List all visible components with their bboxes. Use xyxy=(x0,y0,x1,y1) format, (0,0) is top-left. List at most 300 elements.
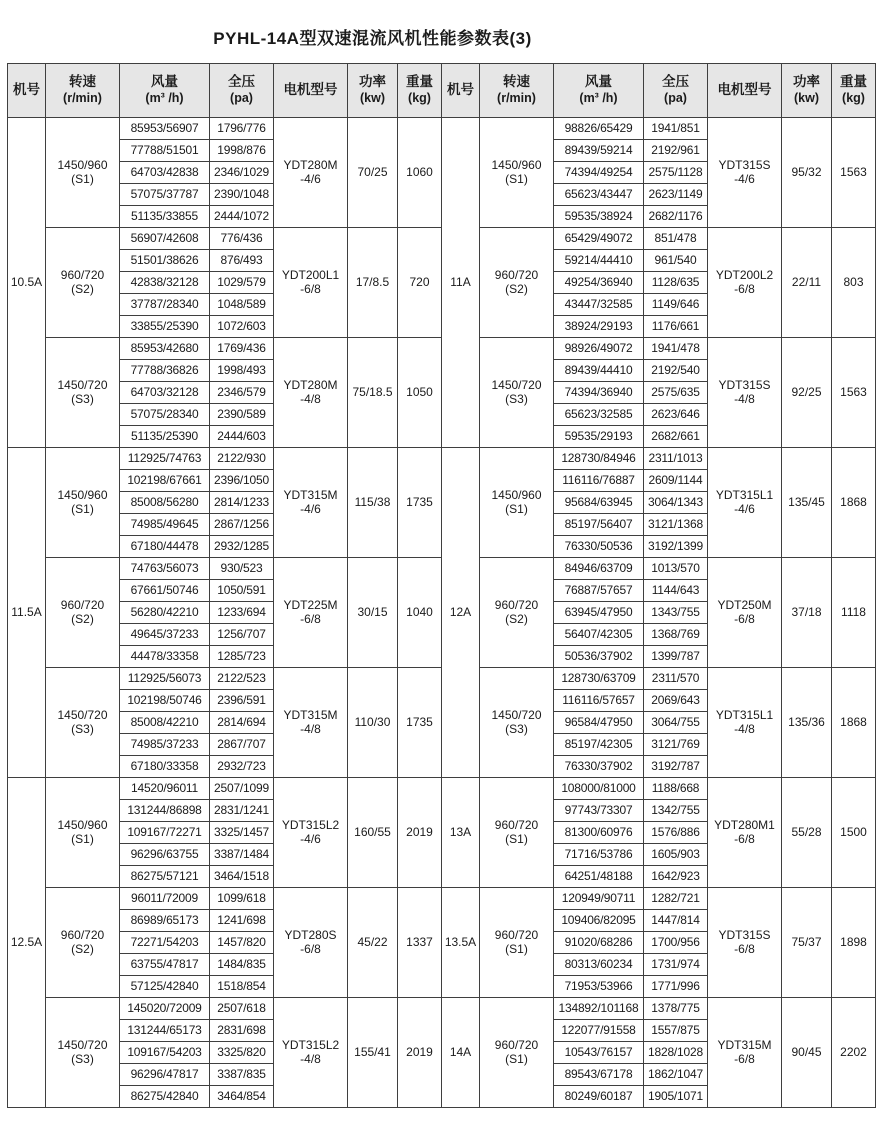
flow-cell: 49254/36940 xyxy=(554,272,644,294)
motor-cell-line1: YDT315S xyxy=(718,157,771,172)
motor-cell-line1: YDT200L1 xyxy=(281,267,340,282)
power-cell: 70/25 xyxy=(348,118,398,228)
speed-cell xyxy=(480,888,554,998)
flow-cell: 85008/42210 xyxy=(120,712,210,734)
flow-cell: 56407/42305 xyxy=(554,624,644,646)
motor-cell xyxy=(274,558,348,668)
header-label: 风量 xyxy=(585,74,612,90)
table-row xyxy=(8,998,876,1020)
machine-id-cell: 11A xyxy=(442,118,480,448)
pressure-cell: 1771/996 xyxy=(644,976,708,998)
pressure-cell: 1128/635 xyxy=(644,272,708,294)
flow-cell: 49645/37233 xyxy=(120,624,210,646)
motor-cell-line1: YDT315L1 xyxy=(715,487,774,502)
pressure-cell: 2575/635 xyxy=(644,382,708,404)
pressure-cell: 2814/1233 xyxy=(210,492,274,514)
header-label: 功率 xyxy=(359,74,386,90)
flow-cell: 65429/49072 xyxy=(554,228,644,250)
pressure-cell: 1149/646 xyxy=(644,294,708,316)
pressure-cell: 1862/1047 xyxy=(644,1064,708,1086)
flow-cell: 51135/25390 xyxy=(120,426,210,448)
flow-cell: 59214/44410 xyxy=(554,250,644,272)
speed-cell-line2: (S1) xyxy=(505,941,528,956)
speed-cell-line1: 960/720 xyxy=(60,597,105,612)
flow-cell: 81300/60976 xyxy=(554,822,644,844)
pressure-cell: 1998/876 xyxy=(210,140,274,162)
speed-cell xyxy=(46,778,120,888)
pressure-cell: 1241/698 xyxy=(210,910,274,932)
speed-cell-line1: 960/720 xyxy=(494,267,539,282)
speed-cell-line1: 1450/720 xyxy=(57,377,108,392)
motor-cell-line1: YDT200L2 xyxy=(715,267,774,282)
speed-cell xyxy=(46,228,120,338)
flow-cell: 43447/32585 xyxy=(554,294,644,316)
pressure-cell: 1282/721 xyxy=(644,888,708,910)
weight-cell: 720 xyxy=(398,228,442,338)
pressure-cell: 2682/661 xyxy=(644,426,708,448)
flow-cell: 57075/37787 xyxy=(120,184,210,206)
flow-cell: 128730/63709 xyxy=(554,668,644,690)
flow-cell: 67180/44478 xyxy=(120,536,210,558)
speed-cell xyxy=(46,338,120,448)
flow-cell: 80249/60187 xyxy=(554,1086,644,1108)
flow-cell: 109167/72271 xyxy=(120,822,210,844)
speed-cell-line2: (S1) xyxy=(505,501,528,516)
speed-cell xyxy=(46,668,120,778)
motor-cell-line2: -4/8 xyxy=(734,721,755,736)
weight-cell: 1898 xyxy=(832,888,876,998)
motor-cell xyxy=(708,998,782,1108)
power-cell: 17/8.5 xyxy=(348,228,398,338)
flow-cell: 85953/42680 xyxy=(120,338,210,360)
pressure-cell: 2623/646 xyxy=(644,404,708,426)
flow-cell: 98926/49072 xyxy=(554,338,644,360)
pressure-cell: 1188/668 xyxy=(644,778,708,800)
pressure-cell: 2507/618 xyxy=(210,998,274,1020)
flow-cell: 97743/73307 xyxy=(554,800,644,822)
motor-cell-line2: -4/6 xyxy=(734,501,755,516)
speed-cell xyxy=(46,118,120,228)
flow-cell: 42838/32128 xyxy=(120,272,210,294)
flow-cell: 33855/25390 xyxy=(120,316,210,338)
header-weight xyxy=(398,64,442,118)
speed-cell xyxy=(480,778,554,888)
pressure-cell: 1576/886 xyxy=(644,822,708,844)
table-row xyxy=(8,448,876,470)
weight-cell: 1060 xyxy=(398,118,442,228)
motor-cell xyxy=(274,228,348,338)
pressure-cell: 1769/436 xyxy=(210,338,274,360)
header-label: 机号 xyxy=(447,82,474,98)
pressure-cell: 1072/603 xyxy=(210,316,274,338)
pressure-cell: 1605/903 xyxy=(644,844,708,866)
header-power xyxy=(782,64,832,118)
pressure-cell: 2575/1128 xyxy=(644,162,708,184)
header-unit: (kg) xyxy=(408,91,431,106)
pressure-cell: 1642/923 xyxy=(644,866,708,888)
flow-cell: 96011/72009 xyxy=(120,888,210,910)
speed-cell-line2: (S3) xyxy=(505,721,528,736)
speed-cell-line1: 960/720 xyxy=(494,817,539,832)
flow-cell: 116116/76887 xyxy=(554,470,644,492)
power-cell: 37/18 xyxy=(782,558,832,668)
flow-cell: 67180/33358 xyxy=(120,756,210,778)
pressure-cell: 1176/661 xyxy=(644,316,708,338)
flow-cell: 59535/38924 xyxy=(554,206,644,228)
weight-cell: 1337 xyxy=(398,888,442,998)
pressure-cell: 1700/956 xyxy=(644,932,708,954)
power-cell: 75/18.5 xyxy=(348,338,398,448)
flow-cell: 96584/47950 xyxy=(554,712,644,734)
flow-cell: 95684/63945 xyxy=(554,492,644,514)
motor-cell-line1: YDT225M xyxy=(283,597,338,612)
power-cell: 95/32 xyxy=(782,118,832,228)
header-motor xyxy=(274,64,348,118)
motor-cell-line1: YDT315L1 xyxy=(715,707,774,722)
speed-cell xyxy=(480,668,554,778)
header-machine xyxy=(8,64,46,118)
pressure-cell: 1557/875 xyxy=(644,1020,708,1042)
speed-cell-line2: (S2) xyxy=(71,941,94,956)
power-cell: 90/45 xyxy=(782,998,832,1108)
flow-cell: 131244/86898 xyxy=(120,800,210,822)
flow-cell: 108000/81000 xyxy=(554,778,644,800)
flow-cell: 96296/63755 xyxy=(120,844,210,866)
speed-cell-line2: (S2) xyxy=(505,281,528,296)
motor-cell-line1: YDT315L2 xyxy=(281,817,340,832)
speed-cell-line2: (S2) xyxy=(71,281,94,296)
pressure-cell: 1457/820 xyxy=(210,932,274,954)
speed-cell xyxy=(480,228,554,338)
flow-cell: 74985/37233 xyxy=(120,734,210,756)
pressure-cell: 1518/854 xyxy=(210,976,274,998)
pressure-cell: 3192/787 xyxy=(644,756,708,778)
page-title: PYHL-14A型双速混流风机性能参数表(3) xyxy=(213,29,532,48)
flow-cell: 64703/32128 xyxy=(120,382,210,404)
pressure-cell: 1828/1028 xyxy=(644,1042,708,1064)
pressure-cell: 2396/1050 xyxy=(210,470,274,492)
flow-cell: 57075/28340 xyxy=(120,404,210,426)
power-cell: 45/22 xyxy=(348,888,398,998)
flow-cell: 85008/56280 xyxy=(120,492,210,514)
flow-cell: 112925/56073 xyxy=(120,668,210,690)
table-row xyxy=(8,118,876,140)
header-label: 全压 xyxy=(662,74,689,90)
pressure-cell: 2346/579 xyxy=(210,382,274,404)
flow-cell: 67661/50746 xyxy=(120,580,210,602)
pressure-cell: 776/436 xyxy=(210,228,274,250)
flow-cell: 89439/59214 xyxy=(554,140,644,162)
motor-cell xyxy=(708,778,782,888)
motor-cell-line2: -6/8 xyxy=(734,1051,755,1066)
pressure-cell: 2609/1144 xyxy=(644,470,708,492)
speed-cell xyxy=(480,998,554,1108)
pressure-cell: 1029/579 xyxy=(210,272,274,294)
flow-cell: 50536/37902 xyxy=(554,646,644,668)
speed-cell xyxy=(480,118,554,228)
flow-cell: 57125/42840 xyxy=(120,976,210,998)
table-row xyxy=(8,888,876,910)
pressure-cell: 1048/589 xyxy=(210,294,274,316)
pressure-cell: 2682/1176 xyxy=(644,206,708,228)
motor-cell-line2: -4/6 xyxy=(300,171,321,186)
flow-cell: 80313/60234 xyxy=(554,954,644,976)
pressure-cell: 2814/694 xyxy=(210,712,274,734)
machine-id-cell: 13.5A xyxy=(442,888,480,998)
spec-table-head xyxy=(8,64,876,118)
pressure-cell: 3325/820 xyxy=(210,1042,274,1064)
speed-cell-line1: 960/720 xyxy=(494,1037,539,1052)
motor-cell xyxy=(274,888,348,998)
pressure-cell: 3064/755 xyxy=(644,712,708,734)
power-cell: 135/45 xyxy=(782,448,832,558)
flow-cell: 102198/67661 xyxy=(120,470,210,492)
header-unit: (r/min) xyxy=(63,91,102,106)
motor-cell xyxy=(708,338,782,448)
header-power xyxy=(348,64,398,118)
speed-cell-line1: 1450/720 xyxy=(491,377,542,392)
flow-cell: 102198/50746 xyxy=(120,690,210,712)
weight-cell: 1563 xyxy=(832,338,876,448)
speed-cell xyxy=(480,558,554,668)
pressure-cell: 1941/851 xyxy=(644,118,708,140)
power-cell: 22/11 xyxy=(782,228,832,338)
flow-cell: 74394/49254 xyxy=(554,162,644,184)
speed-cell-line1: 1450/720 xyxy=(491,707,542,722)
flow-cell: 98826/65429 xyxy=(554,118,644,140)
pressure-cell: 1905/1071 xyxy=(644,1086,708,1108)
pressure-cell: 2192/961 xyxy=(644,140,708,162)
speed-cell-line1: 1450/960 xyxy=(491,487,542,502)
speed-cell-line2: (S1) xyxy=(71,501,94,516)
motor-cell xyxy=(274,998,348,1108)
weight-cell: 1563 xyxy=(832,118,876,228)
flow-cell: 145020/72009 xyxy=(120,998,210,1020)
speed-cell-line2: (S1) xyxy=(505,831,528,846)
motor-cell xyxy=(274,448,348,558)
flow-cell: 85197/42305 xyxy=(554,734,644,756)
header-pressure xyxy=(210,64,274,118)
header-label: 转速 xyxy=(503,74,530,90)
header-label: 重量 xyxy=(406,74,433,90)
motor-cell xyxy=(274,778,348,888)
pressure-cell: 2346/1029 xyxy=(210,162,274,184)
pressure-cell: 3387/1484 xyxy=(210,844,274,866)
machine-id-cell: 12.5A xyxy=(8,778,46,1108)
motor-cell xyxy=(708,228,782,338)
speed-cell xyxy=(46,998,120,1108)
flow-cell: 72271/54203 xyxy=(120,932,210,954)
motor-cell-line1: YDT315M xyxy=(283,487,338,502)
weight-cell: 1040 xyxy=(398,558,442,668)
pressure-cell: 1378/775 xyxy=(644,998,708,1020)
flow-cell: 128730/84946 xyxy=(554,448,644,470)
motor-cell-line1: YDT250M xyxy=(717,597,772,612)
flow-cell: 91020/68286 xyxy=(554,932,644,954)
pressure-cell: 1050/591 xyxy=(210,580,274,602)
flow-cell: 84946/63709 xyxy=(554,558,644,580)
header-label: 重量 xyxy=(840,74,867,90)
header-speed xyxy=(46,64,120,118)
pressure-cell: 1285/723 xyxy=(210,646,274,668)
flow-cell: 96296/47817 xyxy=(120,1064,210,1086)
header-unit: (r/min) xyxy=(497,91,536,106)
speed-cell-line1: 960/720 xyxy=(494,927,539,942)
pressure-cell: 2932/723 xyxy=(210,756,274,778)
power-cell: 92/25 xyxy=(782,338,832,448)
flow-cell: 37787/28340 xyxy=(120,294,210,316)
pressure-cell: 2192/540 xyxy=(644,360,708,382)
power-cell: 30/15 xyxy=(348,558,398,668)
motor-cell xyxy=(708,888,782,998)
motor-cell-line2: -4/6 xyxy=(300,501,321,516)
flow-cell: 74394/36940 xyxy=(554,382,644,404)
header-row xyxy=(8,64,876,118)
header-speed xyxy=(480,64,554,118)
pressure-cell: 3464/854 xyxy=(210,1086,274,1108)
pressure-cell: 3192/1399 xyxy=(644,536,708,558)
pressure-cell: 961/540 xyxy=(644,250,708,272)
pressure-cell: 1731/974 xyxy=(644,954,708,976)
motor-cell xyxy=(708,118,782,228)
motor-cell-line2: -6/8 xyxy=(300,281,321,296)
pressure-cell: 1343/755 xyxy=(644,602,708,624)
speed-cell-line1: 1450/720 xyxy=(57,707,108,722)
machine-id-cell: 12A xyxy=(442,448,480,778)
flow-cell: 76330/37902 xyxy=(554,756,644,778)
speed-cell-line1: 1450/960 xyxy=(57,487,108,502)
speed-cell-line1: 1450/960 xyxy=(491,157,542,172)
motor-cell xyxy=(708,448,782,558)
speed-cell-line2: (S3) xyxy=(71,721,94,736)
header-label: 转速 xyxy=(69,74,96,90)
pressure-cell: 2390/589 xyxy=(210,404,274,426)
flow-cell: 65623/43447 xyxy=(554,184,644,206)
motor-cell-line1: YDT280M xyxy=(283,377,338,392)
header-unit: (kg) xyxy=(842,91,865,106)
motor-cell xyxy=(274,118,348,228)
header-unit: (kw) xyxy=(794,91,819,106)
motor-cell-line2: -4/8 xyxy=(300,721,321,736)
pressure-cell: 2831/698 xyxy=(210,1020,274,1042)
pressure-cell: 2507/1099 xyxy=(210,778,274,800)
speed-cell xyxy=(46,888,120,998)
flow-cell: 38924/29193 xyxy=(554,316,644,338)
flow-cell: 77788/36826 xyxy=(120,360,210,382)
motor-cell-line2: -6/8 xyxy=(734,281,755,296)
pressure-cell: 1013/570 xyxy=(644,558,708,580)
pressure-cell: 1484/835 xyxy=(210,954,274,976)
power-cell: 75/37 xyxy=(782,888,832,998)
pressure-cell: 2444/1072 xyxy=(210,206,274,228)
motor-cell-line2: -4/8 xyxy=(300,1051,321,1066)
flow-cell: 116116/57657 xyxy=(554,690,644,712)
flow-cell: 120949/90711 xyxy=(554,888,644,910)
speed-cell-line1: 960/720 xyxy=(60,927,105,942)
weight-cell: 2019 xyxy=(398,998,442,1108)
flow-cell: 122077/91558 xyxy=(554,1020,644,1042)
motor-cell-line2: -6/8 xyxy=(734,941,755,956)
flow-cell: 89439/44410 xyxy=(554,360,644,382)
weight-cell: 1868 xyxy=(832,668,876,778)
speed-cell xyxy=(480,338,554,448)
flow-cell: 51501/38626 xyxy=(120,250,210,272)
pressure-cell: 3064/1343 xyxy=(644,492,708,514)
pressure-cell: 2444/603 xyxy=(210,426,274,448)
flow-cell: 89543/67178 xyxy=(554,1064,644,1086)
pressure-cell: 851/478 xyxy=(644,228,708,250)
header-label: 功率 xyxy=(793,74,820,90)
pressure-cell: 930/523 xyxy=(210,558,274,580)
header-machine xyxy=(442,64,480,118)
header-unit: (pa) xyxy=(664,91,687,106)
power-cell: 135/36 xyxy=(782,668,832,778)
motor-cell-line1: YDT315S xyxy=(718,927,771,942)
header-unit: (m³ /h) xyxy=(145,91,184,106)
header-weight xyxy=(832,64,876,118)
flow-cell: 14520/96011 xyxy=(120,778,210,800)
table-row xyxy=(8,778,876,800)
pressure-cell: 3121/1368 xyxy=(644,514,708,536)
weight-cell: 1118 xyxy=(832,558,876,668)
motor-cell-line1: YDT280M xyxy=(283,157,338,172)
flow-cell: 63945/47950 xyxy=(554,602,644,624)
speed-cell-line1: 960/720 xyxy=(60,267,105,282)
spec-table xyxy=(7,63,876,1108)
motor-cell-line1: YDT315L2 xyxy=(281,1037,340,1052)
flow-cell: 131244/65173 xyxy=(120,1020,210,1042)
motor-cell-line2: -4/6 xyxy=(734,171,755,186)
flow-cell: 85197/56407 xyxy=(554,514,644,536)
flow-cell: 86275/57121 xyxy=(120,866,210,888)
speed-cell xyxy=(46,558,120,668)
flow-cell: 64703/42838 xyxy=(120,162,210,184)
flow-cell: 109406/82095 xyxy=(554,910,644,932)
flow-cell: 86989/65173 xyxy=(120,910,210,932)
power-cell: 115/38 xyxy=(348,448,398,558)
motor-cell-line1: YDT280S xyxy=(284,927,337,942)
speed-cell-line2: (S2) xyxy=(505,611,528,626)
pressure-cell: 2122/523 xyxy=(210,668,274,690)
speed-cell-line1: 1450/720 xyxy=(57,1037,108,1052)
power-cell: 155/41 xyxy=(348,998,398,1108)
motor-cell-line2: -6/8 xyxy=(300,611,321,626)
motor-cell-line2: -4/8 xyxy=(734,391,755,406)
motor-cell xyxy=(274,668,348,778)
motor-cell xyxy=(708,668,782,778)
pressure-cell: 1368/769 xyxy=(644,624,708,646)
machine-id-cell: 11.5A xyxy=(8,448,46,778)
header-unit: (m³ /h) xyxy=(579,91,618,106)
motor-cell-line2: -6/8 xyxy=(300,941,321,956)
power-cell: 160/55 xyxy=(348,778,398,888)
speed-cell-line2: (S3) xyxy=(505,391,528,406)
flow-cell: 134892/101168 xyxy=(554,998,644,1020)
pressure-cell: 2867/1256 xyxy=(210,514,274,536)
flow-cell: 71716/53786 xyxy=(554,844,644,866)
flow-cell: 10543/76157 xyxy=(554,1042,644,1064)
speed-cell-line2: (S1) xyxy=(71,831,94,846)
header-label: 电机型号 xyxy=(717,82,772,98)
flow-cell: 56907/42608 xyxy=(120,228,210,250)
header-unit: (kw) xyxy=(360,91,385,106)
motor-cell xyxy=(274,338,348,448)
pressure-cell: 1399/787 xyxy=(644,646,708,668)
speed-cell-line1: 960/720 xyxy=(494,597,539,612)
header-pressure xyxy=(644,64,708,118)
pressure-cell: 2311/570 xyxy=(644,668,708,690)
flow-cell: 63755/47817 xyxy=(120,954,210,976)
